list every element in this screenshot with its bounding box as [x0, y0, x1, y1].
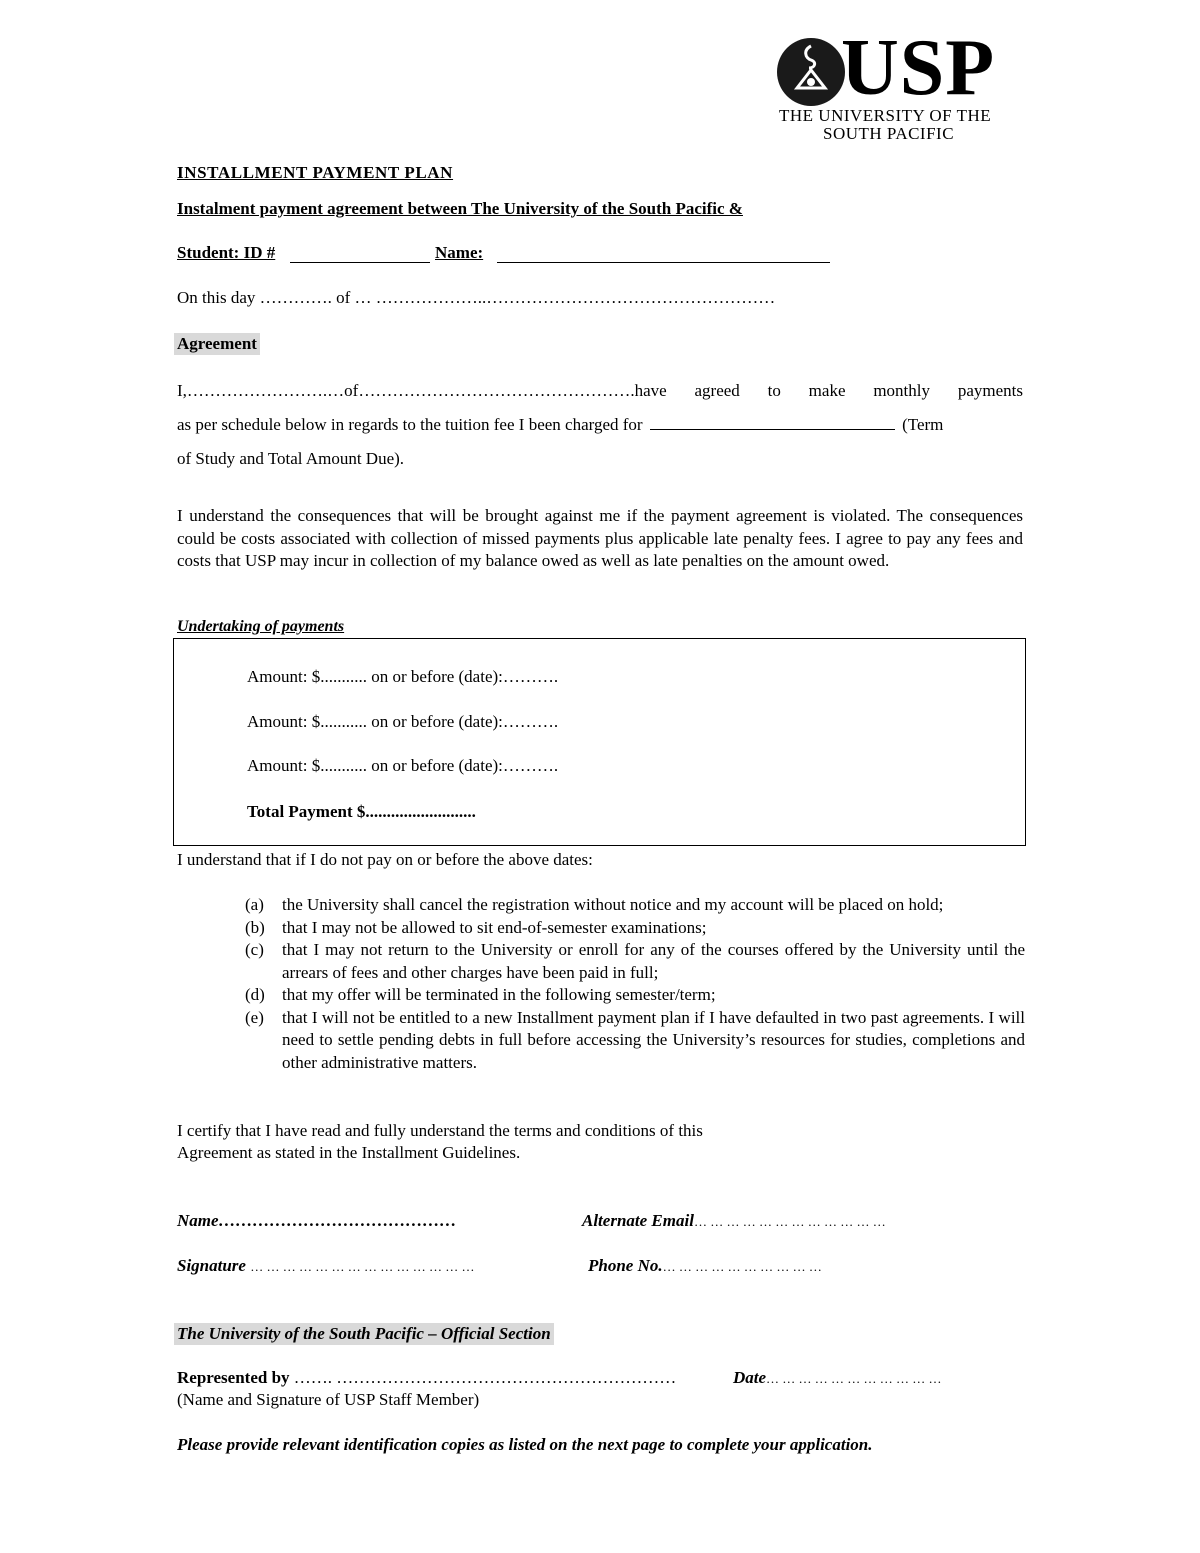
signature-dots: … … … … … … … … … … … … … … [250, 1259, 475, 1274]
list-item-text: that I will not be entitled to a new Installment payment plan if I have defaulted in two past agreements. I will need to settle pending debts in full before accessing the University’s resources for studies, completions and other administrative matters. [282, 1007, 1025, 1072]
total-payment: Total Payment $.......................... [247, 802, 476, 821]
student-name-blank[interactable] [497, 262, 830, 263]
list-item-text: that I may not return to the University or enroll for any of the courses offered by the University until the arrears of fees and other charges have been paid in full; [282, 940, 1025, 982]
list-item [245, 917, 1025, 940]
student-id-blank[interactable] [290, 262, 430, 263]
list-item-text: the University shall cancel the registration without notice and my account will be placed on hold; [282, 895, 944, 914]
payment-row-1: Amount: $........... on or before (date):………. [247, 667, 559, 686]
signature-label: Signature [177, 1256, 246, 1275]
list-marker: (c) [245, 940, 264, 959]
signature-field[interactable] [177, 1256, 474, 1276]
list-marker: (a) [245, 895, 264, 914]
consequences-paragraph: I understand the consequences that will be brought against me if the payment agreement is violated. The consequences could be costs associated with collection of missed payments plus applicable late penalty fees. I agree to pay any fees and costs that USP may incur in collection of my balance owed as well as late penalties on the amount owed. [177, 506, 1023, 570]
official-date-label: Date [733, 1368, 767, 1387]
logo-letters: USP [841, 24, 996, 112]
certify-line-2: Agreement as stated in the Installment Guidelines. [177, 1143, 521, 1162]
phone-field[interactable] [588, 1256, 822, 1276]
alternate-email-dots: … … … … … … … … … … … … [693, 1214, 886, 1229]
official-date-dots: … … … … … … … … … … … [766, 1371, 942, 1386]
list-marker: (d) [245, 985, 265, 1004]
list-item-text: that my offer will be terminated in the following semester/term; [282, 985, 716, 1004]
date-line: On this day …………. of … ………………..…………………………………………… [177, 288, 776, 307]
page-title: INSTALLMENT PAYMENT PLAN [177, 163, 454, 182]
alternate-email-field[interactable] [582, 1211, 886, 1231]
payment-schedule-box [173, 638, 1026, 846]
student-name-label: Name: [435, 243, 484, 262]
logo-subtitle-line1: THE UNIVERSITY OF THE [779, 106, 992, 125]
official-date-field[interactable] [733, 1368, 942, 1388]
conditions-list [245, 894, 1025, 1074]
agreement-line-2-text: as per schedule below in regards to the tuition fee I been charged for [177, 415, 643, 434]
list-item-text: that I may not be allowed to sit end-of-semester examinations; [282, 917, 707, 937]
staff-note: (Name and Signature of USP Staff Member) [177, 1390, 480, 1409]
list-item [245, 939, 1025, 984]
understand-intro: I understand that if I do not pay on or before the above dates: [177, 850, 593, 869]
term-amount-blank[interactable] [650, 429, 895, 430]
footer-note: Please provide relevant identification copies as listed on the next page to complete your application. [177, 1435, 873, 1454]
list-item [245, 1007, 1025, 1075]
list-item [245, 894, 1025, 917]
agreement-line-2 [177, 415, 1023, 435]
usp-logo [775, 24, 1025, 144]
agreement-subtitle: Instalment payment agreement between The University of the South Pacific & [177, 199, 743, 218]
usp-emblem-icon [775, 36, 847, 108]
agreement-line-2-end: (Term [902, 415, 944, 434]
payment-row-3: Amount: $........... on or before (date):………. [247, 756, 559, 775]
name-field[interactable]: Name…………………………………… [177, 1211, 457, 1230]
list-marker: (b) [245, 917, 265, 937]
official-section-heading: The University of the South Pacific – Official Section [174, 1323, 554, 1345]
alternate-email-label: Alternate Email [582, 1211, 694, 1230]
phone-label: Phone No. [588, 1256, 663, 1275]
list-item [245, 984, 1025, 1007]
logo-subtitle-line2: SOUTH PACIFIC [823, 124, 955, 143]
payment-row-2: Amount: $........... on or before (date):………. [247, 712, 559, 731]
represented-by-field[interactable] [177, 1368, 676, 1388]
represented-by-label: Represented by [177, 1368, 290, 1387]
agreement-line-3: of Study and Total Amount Due). [177, 449, 405, 468]
student-id-label: Student: ID # [177, 243, 276, 262]
agreement-line-1: I,…………………….…of………………………………………….have agreed to make monthly payments [177, 381, 1023, 400]
undertaking-heading: Undertaking of payments [177, 618, 345, 635]
represented-by-dots: ……. …………………………………………………… [293, 1368, 677, 1387]
certify-line-1: I certify that I have read and fully understand the terms and conditions of this [177, 1121, 703, 1140]
phone-dots: … … … … … … … … … … [662, 1259, 822, 1274]
list-marker: (e) [245, 1007, 264, 1027]
agreement-heading: Agreement [174, 333, 260, 355]
